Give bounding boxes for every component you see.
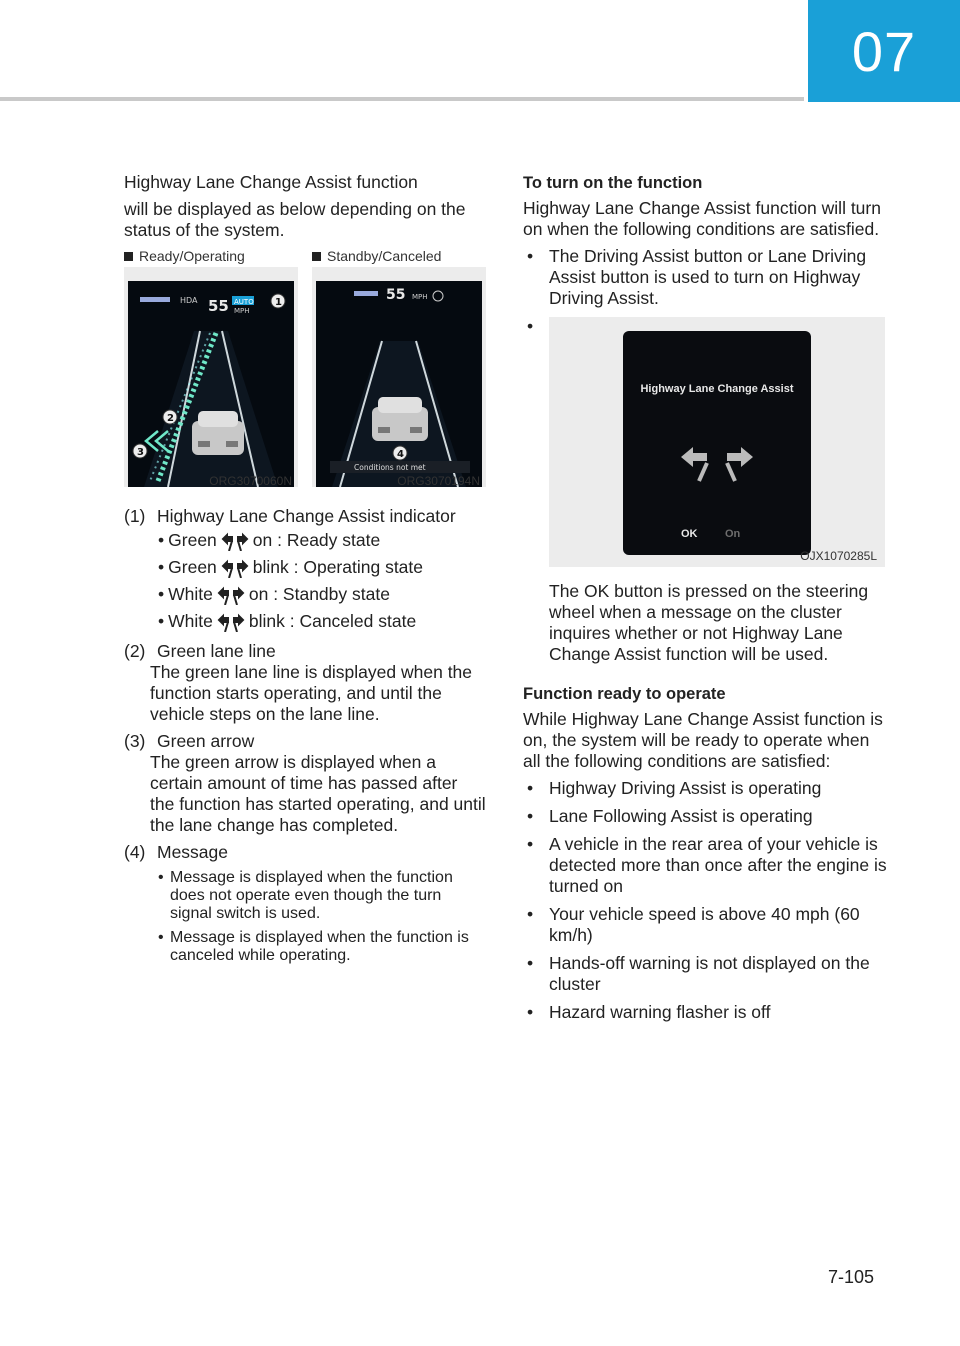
cluster-figures (124, 245, 486, 488)
lane-change-icon (677, 441, 757, 483)
chapter-tab: 07 (808, 0, 960, 102)
popup-ok-option: OK (681, 528, 698, 540)
state-row: • White on : Standby state (158, 584, 390, 604)
page-number: 7-105 (828, 1267, 875, 1287)
lane-change-icon (221, 531, 249, 551)
svg-text:3: 3 (137, 447, 144, 458)
list-item: • (527, 316, 534, 336)
list-item: • Highway Driving Assist is operating (527, 778, 822, 798)
intro-line-2: will be displayed as below depending on the status of the system. (124, 199, 466, 240)
state-row: • Green on : Ready state (158, 530, 381, 550)
list-item: (3) Green arrow The green arrow is displayed when a certain amount of time has passed after the function has started operating, and until the lane change has completed. (124, 731, 486, 835)
svg-text:2: 2 (167, 413, 174, 424)
popup-on-option: On (725, 528, 741, 540)
svg-text:55: 55 (208, 297, 229, 315)
cluster-illustration-ready (128, 281, 294, 487)
section-heading: To turn on the function (523, 174, 703, 192)
list-item: (1) Highway Lane Change Assist indicator • Green on : Ready state • Green blink : Operating state • White on : Standby state • White blink : Canceled state (124, 506, 486, 635)
figure-ready-operating (124, 245, 298, 488)
figure-caption: Ready/Operating (139, 248, 245, 264)
square-bullet-icon (312, 252, 321, 261)
figure-code: ORG3070060N (209, 474, 292, 488)
header-rule (0, 97, 804, 101)
list-item: • The Driving Assist button or Lane Driving Assist button is used to turn on Highway Driving Assist. (527, 246, 867, 308)
list-item: • Lane Following Assist is operating (527, 806, 813, 826)
cluster-popup: Highway Lane Change Assist OK On (623, 331, 811, 555)
cluster-illustration-standby (316, 281, 482, 487)
left-column (124, 172, 486, 971)
cluster-screen (316, 281, 482, 487)
lane-change-icon (217, 585, 245, 605)
list-item: • Hands-off warning is not displayed on the cluster (527, 953, 870, 994)
condition-list (523, 778, 888, 1023)
figure-code: ORG3070194N (397, 474, 480, 488)
section-heading: Function ready to operate (523, 685, 726, 703)
list-item: • Your vehicle speed is above 40 mph (60 km/h) (527, 904, 860, 945)
figure-code: OJX1070285L (800, 549, 877, 563)
state-row: • White blink : Canceled state (158, 611, 417, 631)
cluster-screen (128, 281, 294, 487)
svg-text:55: 55 (386, 287, 406, 303)
list-item: (4) Message • Message is displayed when the function does not operate even though the turn signal switch is used. • Message is displayed when the function is canceled while operating. (124, 842, 469, 964)
list-item: (2) Green lane line The green lane line is displayed when the function starts operating, and until the vehicle steps on the lane line. (124, 641, 473, 724)
state-row: • Green blink : Operating state (158, 557, 424, 577)
list-item: • Hazard warning flasher is off (527, 1002, 771, 1022)
right-column: To turn on the function Highway Lane Change Assist function will turn on when the following conditions are satisfied. • The Driving Assist button or Lane Driving Assist button is used to turn on Highway Driving Assist. • Highway Lane Change Assist OK On OJX1070285L The OK button is pressed on the steering wheel when a message on the cluster inquires whether or not Highway Lane Change Assist function will be used. Function ready to operate While Highway Lane Change Assist function is on, the system will be ready to operate when all the following conditions are satisfied: • Highway Driving Assist is operating • Lane Following Assist is operating • A vehicle in the rear area of your vehicle is detected more than once after the engine is turned on • Your vehicle speed is above 40 mph (60 km/h) • Hands-off warning is not displayed on the cluster • Hazard warning flasher is off (523, 174, 887, 1022)
figure-caption: Standby/Canceled (327, 248, 442, 264)
lane-change-icon (221, 558, 249, 578)
svg-text:AUTO: AUTO (234, 298, 254, 306)
intro-line-1: Highway Lane Change Assist function (124, 172, 418, 192)
list-item: • A vehicle in the rear area of your vehicle is detected more than once after the engine is turned on (527, 834, 887, 896)
cluster-popup-figure (549, 317, 885, 567)
svg-text:Conditions not met: Conditions not met (354, 463, 426, 472)
svg-text:1: 1 (275, 297, 282, 308)
indicator-list (124, 506, 486, 965)
svg-text:MPH: MPH (412, 293, 428, 301)
lane-change-icon (217, 612, 245, 632)
square-bullet-icon (124, 252, 133, 261)
svg-text:HDA: HDA (180, 296, 198, 305)
svg-text:MPH: MPH (234, 307, 250, 315)
svg-text:4: 4 (397, 449, 404, 460)
figure-standby-canceled (312, 245, 486, 488)
